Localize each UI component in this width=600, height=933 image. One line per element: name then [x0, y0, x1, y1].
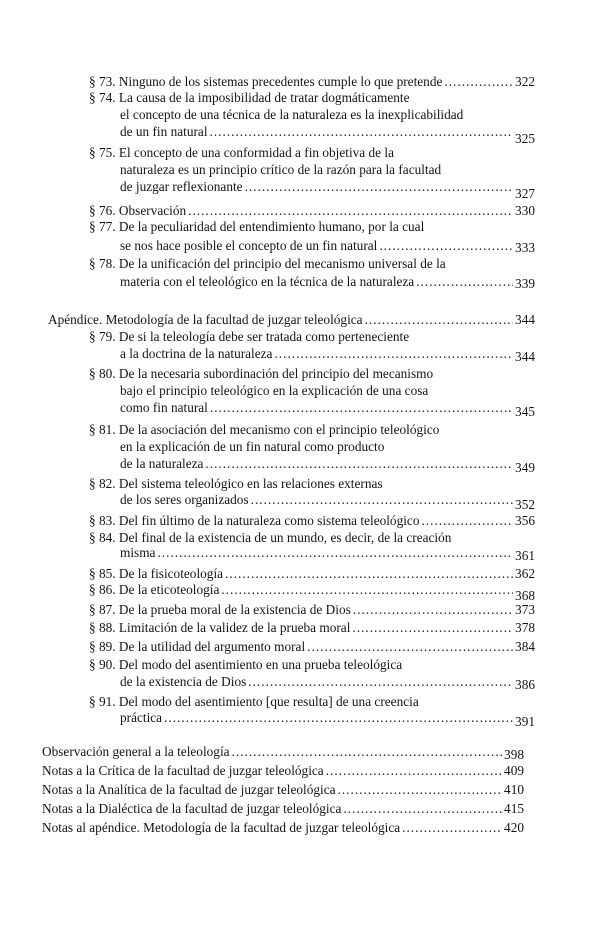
leader-dots: [157, 545, 513, 561]
toc-entry-notas-dialectica: [42, 801, 524, 817]
toc-entry-86: [89, 582, 535, 603]
entry-title: Notas a la Crítica de la facultad de juzgar teleológica: [42, 763, 324, 778]
entry-line: § 78. De la unificación del principio del mecanismo universal de la: [89, 256, 446, 271]
page-number: 327: [515, 186, 535, 201]
page-number: 339: [515, 276, 535, 291]
entry-title: Notas al apéndice. Metodología de la facultad de juzgar teleológica: [42, 820, 401, 835]
page-number: 398: [504, 747, 524, 762]
leader-dots: [416, 274, 513, 290]
entry-title: de los seres organizados: [120, 492, 249, 507]
entry-title: de la existencia de Dios: [120, 674, 247, 689]
page-number: 384: [515, 639, 535, 654]
entry-title: § 85. De la fisicoteología: [89, 566, 224, 581]
entry-line: el concepto de una técnica de la naturaleza es la inexplicabilidad: [120, 107, 464, 122]
entry-title: práctica: [120, 710, 163, 725]
entry-line: § 77. De la peculiaridad del entendimiento humano, por la cual: [89, 219, 425, 234]
toc-entry-82: [120, 492, 535, 512]
entry-title: se nos hace posible el concepto de un fin natural: [120, 238, 378, 253]
entry-title: Apéndice. Metodología de la facultad de juzgar teleológica: [48, 312, 363, 327]
toc-entry-notas-analitica: [42, 782, 524, 798]
entry-line: § 80. De la necesaria subordinación del principio del mecanismo: [89, 366, 434, 381]
leader-dots: [365, 312, 513, 328]
leader-dots: [353, 602, 513, 618]
entry-line: § 74. La causa de la imposibilidad de tratar dogmáticamente: [89, 90, 410, 105]
entry-line: § 75. El concepto de una conformidad a fin objetiva de la: [89, 145, 394, 160]
toc-entry-80: [120, 400, 535, 419]
leader-dots: [444, 74, 513, 90]
toc-entry-74: [120, 124, 535, 146]
leader-dots: [343, 801, 502, 817]
page-number: 420: [504, 820, 524, 835]
toc-entry-notas-apendice: [42, 820, 524, 836]
entry-title: Notas a la Analítica de la facultad de juzgar teleológica: [42, 782, 336, 797]
entry-title: de un fin natural: [120, 124, 208, 139]
entry-line: § 90. Del modo del asentimiento en una prueba teleológica: [89, 657, 403, 672]
page-number: 349: [515, 460, 535, 475]
page-number: 325: [515, 131, 535, 146]
leader-dots: [402, 820, 502, 836]
page-number: 409: [504, 763, 524, 778]
page-number: 378: [515, 620, 535, 635]
page-number: 362: [515, 566, 535, 581]
leader-dots: [225, 566, 513, 582]
leader-dots: [251, 492, 513, 508]
toc-entry-79: [120, 346, 535, 362]
leader-dots: [248, 674, 513, 690]
toc-entry-85: [89, 566, 535, 582]
page-number: 386: [515, 677, 535, 692]
entry-title: § 73. Ninguno de los sistemas precedentes cumple lo que pretende: [89, 74, 443, 89]
leader-dots: [326, 763, 502, 779]
entry-line: en la explicación de un fin natural como producto: [120, 439, 385, 454]
leader-dots: [210, 400, 513, 416]
page-number: 368: [515, 588, 535, 603]
leader-dots: [338, 782, 503, 798]
leader-dots: [307, 639, 513, 655]
toc-entry-87: [89, 602, 535, 618]
entry-line: § 91. Del modo del asentimiento [que resulta] de una creencia: [89, 694, 419, 709]
leader-dots: [188, 203, 513, 219]
toc-entry-84: [120, 545, 535, 561]
entry-title: como fin natural: [120, 400, 208, 415]
entry-title: misma: [120, 545, 156, 560]
leader-dots: [232, 744, 503, 760]
toc-entry-88: [89, 620, 535, 636]
page-number: 344: [515, 349, 535, 364]
entry-line: § 81. De la asociación del mecanismo con el principio teleológico: [89, 422, 440, 437]
entry-title: de la naturaleza: [120, 456, 204, 471]
toc-entry-77: [120, 238, 535, 254]
entry-line: § 79. De si la teleología debe ser tratada como perteneciente: [89, 329, 410, 344]
page-number: 415: [504, 801, 524, 816]
entry-line: § 82. Del sistema teleológico en las relaciones externas: [89, 476, 383, 491]
entry-line: § 84. Del final de la existencia de un mundo, es decir, de la creación: [89, 530, 452, 545]
page-number: 322: [515, 74, 535, 89]
toc-entry-83: [89, 513, 535, 529]
page-number: 345: [515, 404, 535, 419]
leader-dots: [210, 124, 514, 140]
page-number: 391: [515, 714, 535, 729]
entry-line: naturaleza es un principio crítico de la razón para la facultad: [120, 162, 442, 177]
leader-dots: [164, 710, 513, 726]
toc-entry-91: [120, 710, 535, 729]
toc-entry-observacion: [42, 744, 524, 760]
toc-entry-appendix: [48, 312, 535, 328]
leader-dots: [245, 179, 513, 195]
toc-entry-75: [120, 179, 535, 201]
toc-entry-78: [120, 274, 535, 290]
entry-title: § 86. De la eticoteología: [89, 582, 220, 597]
entry-title: Notas a la Dialéctica de la facultad de juzgar teleológica: [42, 801, 342, 816]
leader-dots: [379, 238, 513, 254]
entry-title: de juzgar reflexionante: [120, 179, 243, 194]
toc-entry-90: [120, 674, 535, 690]
entry-title: § 76. Observación: [89, 203, 187, 218]
leader-dots: [274, 346, 513, 362]
page-number: 356: [515, 513, 535, 528]
page-number: 352: [515, 497, 535, 512]
toc-entry-76: [89, 203, 535, 219]
toc-entry-89: [89, 639, 535, 655]
entry-title: § 88. Limitación de la validez de la prueba moral: [89, 620, 351, 635]
entry-title: § 83. Del fin último de la naturaleza como sistema teleológico: [89, 513, 420, 528]
leader-dots: [352, 620, 513, 636]
entry-title: a la doctrina de la naturaleza: [120, 346, 273, 361]
toc-entry-notas-critica: [42, 763, 524, 779]
entry-title: Observación general a la teleología: [42, 744, 230, 759]
entry-title: materia con el teleológico en la técnica de la naturaleza: [120, 274, 415, 289]
toc-entry-81: [120, 456, 535, 475]
entry-title: § 87. De la prueba moral de la existencia de Dios: [89, 602, 351, 617]
entry-line: bajo el principio teleológico en la explicación de una cosa: [120, 383, 429, 398]
page-number: 410: [504, 782, 524, 797]
page-number: 333: [515, 240, 535, 255]
page-number: 361: [515, 548, 535, 563]
toc-entry-73: [89, 74, 535, 90]
page-number: 344: [515, 312, 535, 327]
entry-title: § 89. De la utilidad del argumento moral: [89, 639, 306, 654]
page-number: 330: [515, 203, 535, 218]
leader-dots: [205, 456, 513, 472]
leader-dots: [421, 513, 513, 529]
page-number: 373: [515, 602, 535, 617]
leader-dots: [221, 582, 513, 598]
